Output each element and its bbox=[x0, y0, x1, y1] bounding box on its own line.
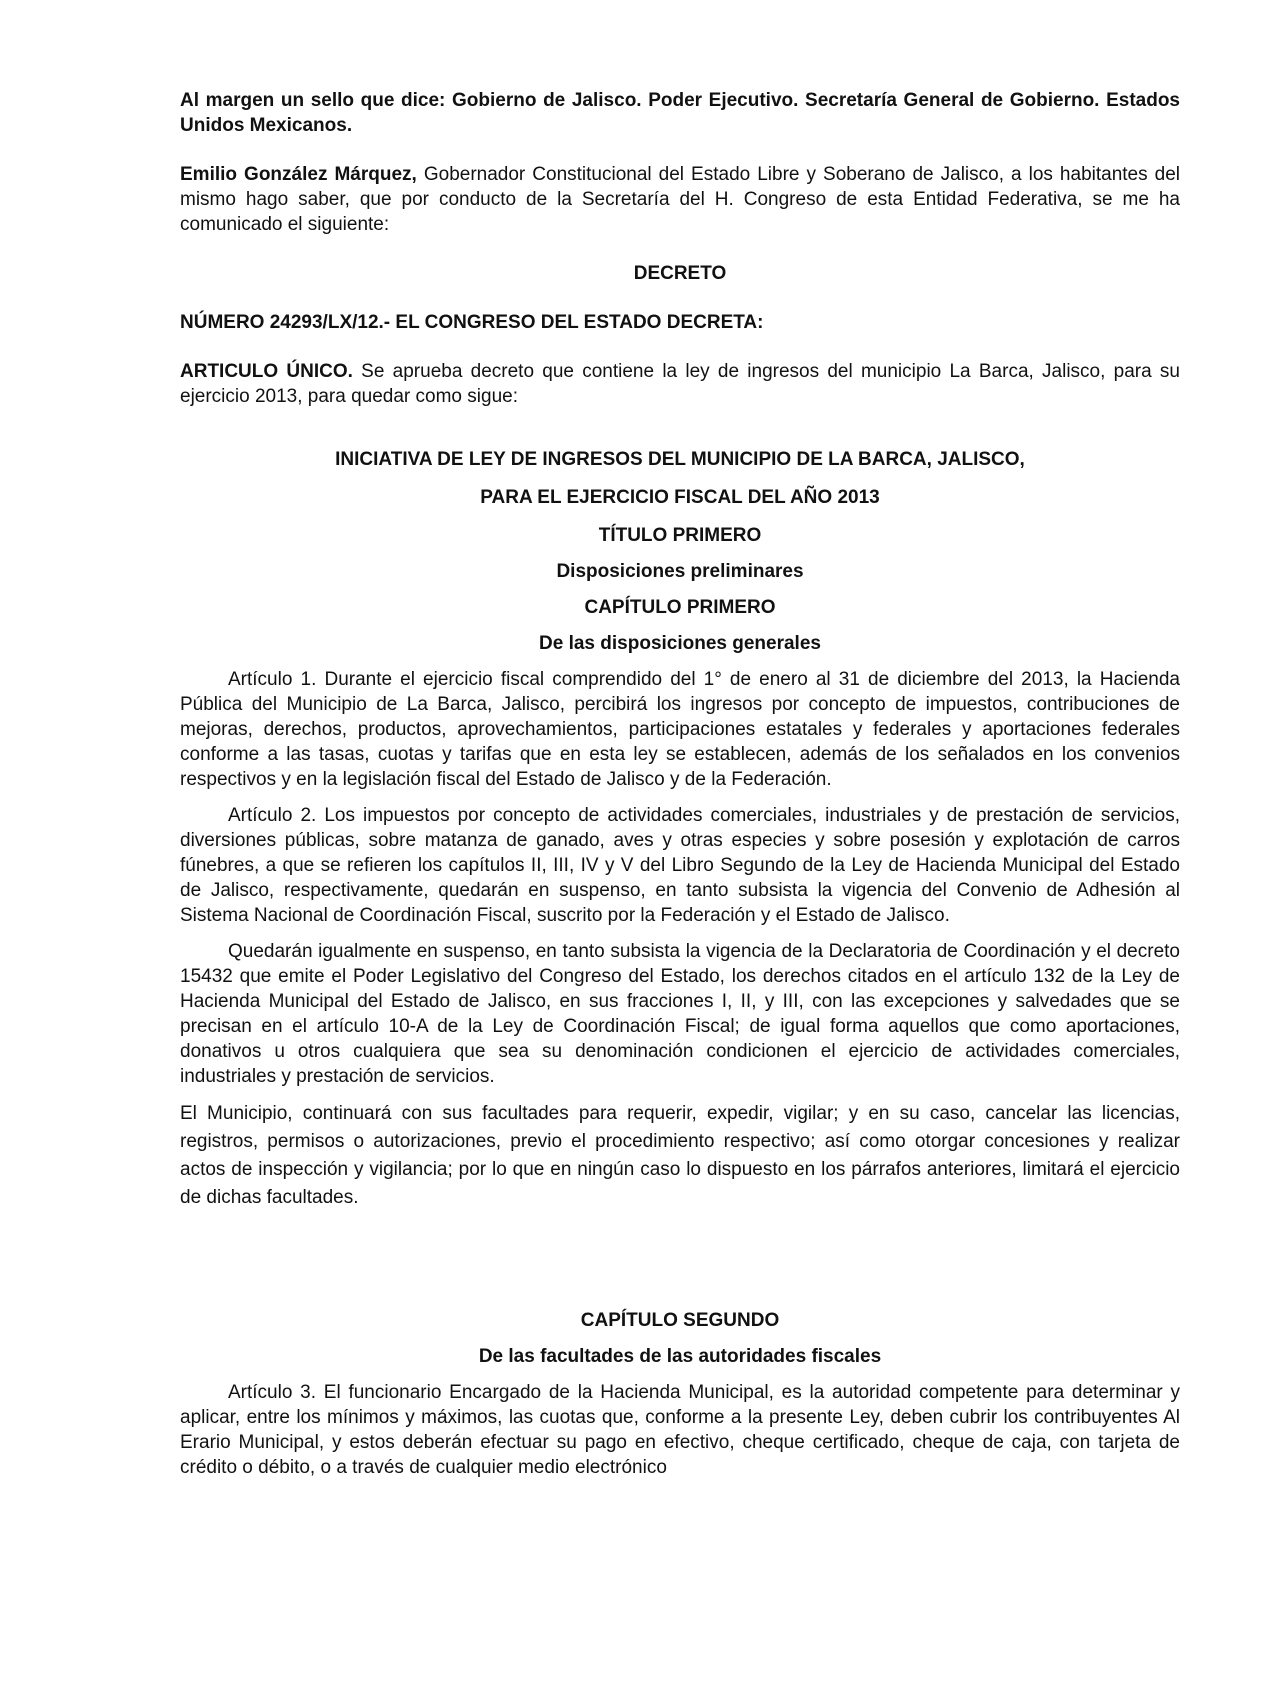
document-page bbox=[180, 88, 1180, 1480]
article-unico-body: Se aprueba decreto que contiene la ley de ingresos del municipio La Barca, Jalisco, para su ejercicio 2013, para quedar como sigue: bbox=[180, 361, 1180, 407]
chapter-2-heading: CAPÍTULO SEGUNDO bbox=[580, 1310, 780, 1331]
seal-note: Al margen un sello que dice: Gobierno de Jalisco. Poder Ejecutivo. Secretaría General de Gobierno. Estados Unidos Mexicanos. bbox=[180, 90, 1180, 136]
article-unico bbox=[180, 359, 1180, 409]
decree-title: DECRETO bbox=[633, 263, 727, 284]
article-unico-label: ARTICULO ÚNICO. bbox=[180, 361, 353, 382]
law-title-line1: INICIATIVA DE LEY DE INGRESOS DEL MUNICIPIO DE LA BARCA, JALISCO, bbox=[335, 449, 1025, 470]
article-2-paragraph-3: El Municipio, continuará con sus facultades para requerir, expedir, vigilar; y en su caso, cancelar las licencias, registros, permisos o autorizaciones, previo el procedimiento respectivo; así como otorgar concesiones y realizar actos de inspección y vigilancia; por lo que en ningún caso lo dispuesto en los párrafos anteriores, limitará el ejercicio de dichas facultades. bbox=[180, 1103, 1180, 1208]
titulo-primero: TÍTULO PRIMERO bbox=[598, 525, 762, 546]
governor-name: Emilio González Márquez, bbox=[180, 164, 417, 185]
intro-body: Gobernador Constitucional del Estado Libre y Soberano de Jalisco, a los habitantes del mismo hago saber, que por conducto de la Secretaría del H. Congreso de esta Entidad Federativa, se me ha comunicado el siguiente: bbox=[180, 164, 1180, 235]
article-2-paragraph-2: Quedarán igualmente en suspenso, en tanto subsista la vigencia de la Declaratoria de Coordinación y el decreto 15432 que emite el Poder Legislativo del Congreso del Estado, los derechos citados en el artículo 132 de la Ley de Hacienda Municipal del Estado de Jalisco, en sus fracciones I, II, y III, con las excepciones y salvedades que se precisan en el artículo 10-A de la Ley de Coordinación Fiscal; de igual forma aquellos que como aportaciones, donativos u otros cualquiera que sea su denominación condicionen el ejercicio de actividades comerciales, industriales y prestación de servicios. bbox=[180, 941, 1180, 1087]
chapter-1-heading: CAPÍTULO PRIMERO bbox=[584, 597, 776, 618]
chapter-2-subtitle: De las facultades de las autoridades fiscales bbox=[478, 1346, 882, 1367]
article-2: Artículo 2. Los impuestos por concepto de actividades comerciales, industriales y de prestación de servicios, diversiones públicas, sobre matanza de ganado, aves y otras especies y sobre posesión y explotación de carros fúnebres, a que se refieren los capítulos II, III, IV y V del Libro Segundo de la Ley de Hacienda Municipal del Estado de Jalisco, respectivamente, quedarán en suspenso, en tanto subsista la vigencia del Convenio de Adhesión al Sistema Nacional de Coordinación Fiscal, suscrito por la Federación y el Estado de Jalisco. bbox=[180, 805, 1180, 926]
intro-paragraph bbox=[180, 162, 1180, 237]
law-title-line2: PARA EL EJERCICIO FISCAL DEL AÑO 2013 bbox=[480, 487, 880, 508]
article-3: Artículo 3. El funcionario Encargado de la Hacienda Municipal, es la autoridad competente para determinar y aplicar, entre los mínimos y máximos, las cuotas que, conforme a la presente Ley, deben cubrir los contribuyentes Al Erario Municipal, y estos deberán efectuar su pago en efectivo, cheque certificado, cheque de caja, con tarjeta de crédito o débito, o a través de cualquier medio electrónico bbox=[180, 1382, 1180, 1478]
article-1: Artículo 1. Durante el ejercicio fiscal comprendido del 1° de enero al 31 de diciembre del 2013, la Hacienda Pública del Municipio de La Barca, Jalisco, percibirá los ingresos por concepto de impuestos, contribuciones de mejoras, derechos, productos, aprovechamientos, participaciones estatales y federales y aportaciones federales conforme a las tasas, cuotas y tarifas que en esta ley se establecen, además de los señalados en los convenios respectivos y en la legislación fiscal del Estado de Jalisco y de la Federación. bbox=[180, 669, 1180, 790]
titulo-subtitle: Disposiciones preliminares bbox=[556, 561, 804, 582]
decree-number: NÚMERO 24293/LX/12.- EL CONGRESO DEL ESTADO DECRETA: bbox=[180, 312, 764, 333]
chapter-1-subtitle: De las disposiciones generales bbox=[539, 633, 821, 654]
